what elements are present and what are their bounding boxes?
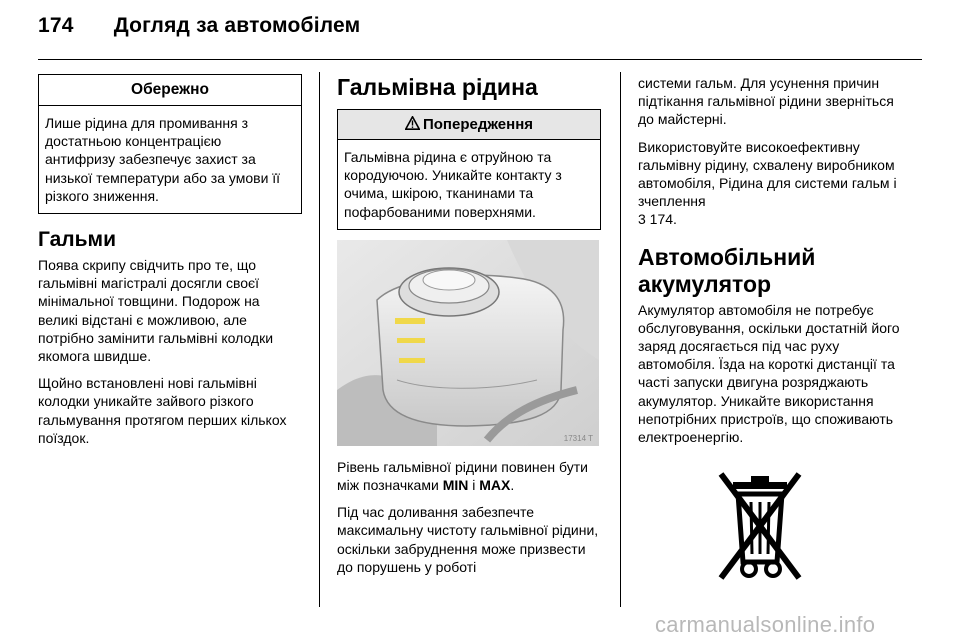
- watermark: carmanualsonline.info: [655, 612, 876, 637]
- page-title: Догляд за автомобілем: [113, 14, 361, 37]
- reservoir-illustration: [337, 240, 599, 446]
- brake-fluid-paragraph: Під час доливання забезпечте максимальну чистоту гальмівної рідини, оскільки забруднення може призвести до порушень у роботі: [337, 504, 599, 575]
- brake-fluid-recommendation: [638, 138, 904, 229]
- page-number: 174: [38, 14, 74, 37]
- text-fragment: Рівень гальмівної рідини повинен бути між позначками: [337, 458, 588, 494]
- brake-fluid-continued: системи гальм. Для усунення причин підтікання гальмівної рідини зверніться до майстерні.: [638, 75, 894, 128]
- column-3: [638, 74, 904, 455]
- text-fragment: і: [468, 477, 480, 494]
- min-mark: MIN: [442, 477, 469, 494]
- column-divider: [319, 72, 320, 607]
- caution-title: Обережно: [39, 75, 301, 106]
- page-header: [38, 14, 360, 38]
- page-reference[interactable]: 3 174.: [638, 211, 677, 228]
- warning-box: [337, 109, 601, 230]
- column-1: [38, 74, 302, 456]
- warning-triangle-icon: [405, 116, 420, 130]
- text-fragment: .: [510, 477, 515, 494]
- brake-fluid-level-text: [337, 458, 601, 494]
- section-heading-brakes: Гальми: [38, 228, 117, 252]
- max-mark: MAX: [479, 477, 511, 494]
- figure-number: 17314 T: [563, 433, 593, 443]
- caution-box: [38, 74, 302, 214]
- heading-line: акумулятор: [638, 270, 772, 297]
- crossed-bin-icon: [713, 470, 807, 582]
- header-rule: [38, 59, 922, 60]
- brake-fluid-reservoir-image: [337, 240, 599, 446]
- text-fragment: Використовуйте високоефективну гальмівну рідину, схвалену виробником автомобіля, Рідина для системи гальм і зчеплення: [638, 138, 897, 210]
- warning-title: Попередження: [422, 116, 534, 133]
- battery-paragraph: Акумулятор автомобіля не потребує обслуговування, оскільки достатній його заряд досягається під час руху автомобіля. Їзда на короткі дистанції та часті запуски двигуна розряджають акумулятор. Уникайте використання непотрібних пристроїв, що споживають електроенергію.: [638, 301, 900, 446]
- column-2: [337, 74, 601, 585]
- brakes-paragraph: Поява скрипу свідчить про те, що гальмівні магістралі досягли своєї мінімальної товщини. Подорож на великі відстані є можливою, але потрібно замінити гальмівні колодки якомога швидше.: [38, 257, 274, 365]
- warning-text: Гальмівна рідина є отруйною та кородуючою. Уникайте контакту з очима, шкірою, тканинами та пофарбованими поверхнями.: [344, 149, 562, 220]
- section-heading-battery: [638, 244, 904, 298]
- column-divider: [620, 72, 621, 607]
- brakes-paragraph: Щойно встановлені нові гальмівні колодки уникайте зайвого різкого гальмування протягом перших кількох поїздок.: [38, 375, 287, 446]
- warning-header: [338, 110, 600, 140]
- section-heading-brake-fluid: Гальмівна рідина: [337, 74, 538, 100]
- heading-line: Автомобільний: [638, 243, 816, 270]
- caution-text: Лише рідина для промивання з достатньою концентрацією антифризу забезпечує захист за низької температури або за умови її різкого зниження.: [45, 115, 281, 204]
